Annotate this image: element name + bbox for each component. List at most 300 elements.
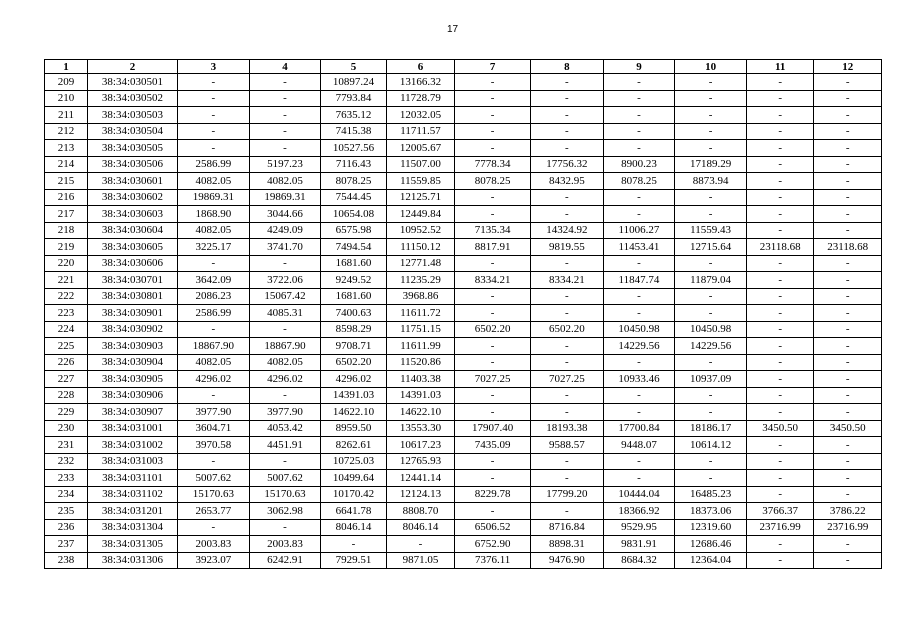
table-cell: 3450.50 [814,420,882,437]
table-cell: - [531,123,604,140]
table-cell: - [455,107,531,124]
table-cell: 218 [45,222,88,239]
table-cell: - [455,288,531,305]
table-cell: 17756.32 [531,156,604,173]
table-cell: - [746,321,814,338]
table-cell: - [814,371,882,388]
column-header: 12 [814,60,882,74]
table-cell: - [249,107,321,124]
table-cell: - [814,272,882,289]
table-cell: - [178,74,250,91]
table-cell: - [746,453,814,470]
table-cell: 11728.79 [386,90,455,107]
table-cell: 3044.66 [249,206,321,223]
table-cell: - [814,123,882,140]
table-cell: - [746,90,814,107]
table-cell: 230 [45,420,88,437]
table-row [45,222,882,239]
table-cell: 5007.62 [178,470,250,487]
table-cell: - [531,338,604,355]
table-cell: 10617.23 [386,437,455,454]
table-cell: 18366.92 [603,503,675,520]
table-cell: - [531,206,604,223]
table-cell: 7400.63 [321,305,386,322]
table-cell: - [455,140,531,157]
table-cell: 11711.57 [386,123,455,140]
table-cell: 8900.23 [603,156,675,173]
table-cell: - [531,140,604,157]
table-cell: 2653.77 [178,503,250,520]
table-cell: - [746,387,814,404]
table-cell: 4249.09 [249,222,321,239]
table-cell: 1681.60 [321,288,386,305]
table-cell: 3766.37 [746,503,814,520]
table-cell: 38:34:030606 [87,255,177,272]
table-cell: 229 [45,404,88,421]
table-cell: 7778.34 [455,156,531,173]
table-cell: - [746,272,814,289]
table-cell: 5007.62 [249,470,321,487]
table-cell: - [178,321,250,338]
table-cell: 17189.29 [675,156,747,173]
table-cell: - [814,387,882,404]
table-cell: - [814,453,882,470]
table-cell: 9529.95 [603,519,675,536]
table-cell: 4296.02 [321,371,386,388]
table-cell: 8817.91 [455,239,531,256]
table-cell: - [675,189,747,206]
table-cell: - [603,74,675,91]
table-cell: - [746,404,814,421]
table-cell: 11847.74 [603,272,675,289]
table-cell: - [746,173,814,190]
table-cell: - [675,470,747,487]
table-cell: - [455,74,531,91]
table-cell: - [814,338,882,355]
table-cell: 234 [45,486,88,503]
table-cell: - [814,156,882,173]
table-cell: - [603,206,675,223]
table-cell: 9831.91 [603,536,675,553]
table-cell: 12005.67 [386,140,455,157]
table-cell: - [531,354,604,371]
table-cell: - [814,140,882,157]
table-cell: 14391.03 [386,387,455,404]
table-cell: 7635.12 [321,107,386,124]
table-cell: - [814,486,882,503]
table-cell: 9249.52 [321,272,386,289]
table-cell: 8046.14 [321,519,386,536]
table-cell: - [178,107,250,124]
table-cell: 8873.94 [675,173,747,190]
table-cell: 16485.23 [675,486,747,503]
table-row [45,503,882,520]
table-cell: - [321,536,386,553]
table-cell: 12032.05 [386,107,455,124]
table-cell: 11453.41 [603,239,675,256]
table-cell: - [814,354,882,371]
table-cell: 6641.78 [321,503,386,520]
table-cell: 8432.95 [531,173,604,190]
table-cell: 10952.52 [386,222,455,239]
table-row [45,255,882,272]
table-cell: - [178,519,250,536]
table-cell: 9476.90 [531,552,604,569]
table-cell: - [814,288,882,305]
table-cell: 38:34:030603 [87,206,177,223]
table-cell: 38:34:031306 [87,552,177,569]
table-cell: 4082.05 [249,354,321,371]
table-cell: 10614.12 [675,437,747,454]
table-cell: 3977.90 [178,404,250,421]
table-cell: - [675,453,747,470]
table-cell: 11611.72 [386,305,455,322]
table-cell: 38:34:030506 [87,156,177,173]
table-cell: - [455,305,531,322]
table-cell: 10450.98 [603,321,675,338]
table-cell: - [746,255,814,272]
column-header: 9 [603,60,675,74]
table-cell: 10725.03 [321,453,386,470]
table-cell: 23118.68 [814,239,882,256]
table-cell: - [455,255,531,272]
table-cell: - [603,255,675,272]
table-cell: 23716.99 [746,519,814,536]
table-cell: 23118.68 [746,239,814,256]
table-cell: 8078.25 [321,173,386,190]
table-cell: 17799.20 [531,486,604,503]
table-cell: - [531,288,604,305]
table-row [45,420,882,437]
table-cell: 15170.63 [178,486,250,503]
table-cell: - [531,503,604,520]
table-cell: - [455,470,531,487]
table-cell: 3722.06 [249,272,321,289]
table-row [45,338,882,355]
table-cell: 7929.51 [321,552,386,569]
table-cell: - [814,206,882,223]
column-header: 4 [249,60,321,74]
table-cell: 38:34:030905 [87,371,177,388]
table-row [45,288,882,305]
table-cell: - [249,123,321,140]
table-cell: 38:34:030901 [87,305,177,322]
table-cell: 6502.20 [455,321,531,338]
table-cell: 9448.07 [603,437,675,454]
header-row [45,60,882,74]
table-cell: - [249,453,321,470]
table-cell: 7415.38 [321,123,386,140]
table-cell: 12124.13 [386,486,455,503]
table-cell: 38:34:030907 [87,404,177,421]
table-cell: 7027.25 [531,371,604,388]
table-row [45,486,882,503]
table-cell: 3450.50 [746,420,814,437]
table-cell: 8334.21 [531,272,604,289]
table-row [45,437,882,454]
table-cell: 7376.11 [455,552,531,569]
table-cell: 9871.05 [386,552,455,569]
table-cell: 7494.54 [321,239,386,256]
table-row [45,272,882,289]
table-cell: - [746,552,814,569]
table-cell: 38:34:031002 [87,437,177,454]
table-row [45,123,882,140]
table-cell: 3970.58 [178,437,250,454]
table-cell: 1681.60 [321,255,386,272]
table-cell: - [531,387,604,404]
table-cell: - [455,206,531,223]
table-row [45,156,882,173]
table-cell: - [455,338,531,355]
table-cell: - [675,107,747,124]
table-cell: 3604.71 [178,420,250,437]
table-row [45,321,882,338]
table-cell: 12771.48 [386,255,455,272]
table-cell: - [531,74,604,91]
table-cell: 5197.23 [249,156,321,173]
table-cell: 223 [45,305,88,322]
table-cell: - [746,140,814,157]
table-cell: - [249,387,321,404]
table-cell: - [455,354,531,371]
table-cell: 3225.17 [178,239,250,256]
table-cell: - [386,536,455,553]
table-cell: 232 [45,453,88,470]
table-cell: - [178,255,250,272]
table-cell: - [249,74,321,91]
table-cell: - [531,107,604,124]
table-cell: 38:34:030701 [87,272,177,289]
table-cell: - [603,189,675,206]
table-cell: - [814,404,882,421]
table-cell: 219 [45,239,88,256]
table-cell: 38:34:030503 [87,107,177,124]
column-header: 6 [386,60,455,74]
table-cell: 3923.07 [178,552,250,569]
table-cell: - [675,288,747,305]
table-row [45,140,882,157]
table-cell: 14391.03 [321,387,386,404]
table-row [45,453,882,470]
table-cell: 9819.55 [531,239,604,256]
table-body [45,74,882,569]
table-cell: 7435.09 [455,437,531,454]
table-cell: - [675,387,747,404]
table-cell: 17700.84 [603,420,675,437]
table-cell: 214 [45,156,88,173]
table-cell: - [746,338,814,355]
table-cell: 14622.10 [321,404,386,421]
table-cell: - [455,90,531,107]
table-cell: - [455,189,531,206]
table-row [45,74,882,91]
table-cell: 11611.99 [386,338,455,355]
table-cell: - [675,305,747,322]
table-cell: 38:34:031102 [87,486,177,503]
table-cell: - [746,354,814,371]
table-cell: 2003.83 [249,536,321,553]
table-cell: 18186.17 [675,420,747,437]
table-cell: - [746,305,814,322]
table-cell: - [603,123,675,140]
table-row [45,354,882,371]
table-cell: 3062.98 [249,503,321,520]
table-cell: 4085.31 [249,305,321,322]
table-cell: 10527.56 [321,140,386,157]
table-cell: 12319.60 [675,519,747,536]
table-cell: - [746,206,814,223]
column-header: 1 [45,60,88,74]
table-cell: 7027.25 [455,371,531,388]
table-cell: 38:34:030903 [87,338,177,355]
table-cell: 8078.25 [455,173,531,190]
table-cell: 10654.08 [321,206,386,223]
table-cell: 38:34:030605 [87,239,177,256]
table-cell: - [675,404,747,421]
table-cell: - [814,189,882,206]
table-row [45,371,882,388]
table-cell: 38:34:030604 [87,222,177,239]
table-cell: 7116.43 [321,156,386,173]
table-cell: 8684.32 [603,552,675,569]
table-cell: 38:34:030601 [87,173,177,190]
table-cell: - [249,321,321,338]
table-cell: 38:34:030902 [87,321,177,338]
table-cell: 19869.31 [178,189,250,206]
table-cell: - [814,552,882,569]
table-cell: - [814,107,882,124]
table-cell: 38:34:030602 [87,189,177,206]
table-cell: 4053.42 [249,420,321,437]
column-header: 2 [87,60,177,74]
table-cell: - [249,140,321,157]
table-cell: - [178,387,250,404]
table-cell: 11006.27 [603,222,675,239]
table-cell: 38:34:030504 [87,123,177,140]
table-cell: 13166.32 [386,74,455,91]
table-cell: 6242.91 [249,552,321,569]
table-cell: - [603,90,675,107]
table-cell: - [178,90,250,107]
table-cell: 11559.43 [675,222,747,239]
table-cell: 15067.42 [249,288,321,305]
table-cell: 6506.52 [455,519,531,536]
table-cell: 215 [45,173,88,190]
table-cell: 10450.98 [675,321,747,338]
table-cell: - [531,90,604,107]
table-cell: - [746,156,814,173]
table-cell: - [746,189,814,206]
table-cell: 233 [45,470,88,487]
table-cell: 12686.46 [675,536,747,553]
table-cell: - [675,90,747,107]
table-cell: 236 [45,519,88,536]
table-cell: 4082.05 [178,222,250,239]
table-row [45,519,882,536]
table-cell: - [814,470,882,487]
table-row [45,173,882,190]
table-cell: 220 [45,255,88,272]
table-cell: 4082.05 [249,173,321,190]
table-cell: - [814,90,882,107]
table-cell: 10937.09 [675,371,747,388]
table-cell: 8229.78 [455,486,531,503]
table-cell: - [675,354,747,371]
table-cell: 6502.20 [321,354,386,371]
table-cell: - [814,255,882,272]
table-cell: 7544.45 [321,189,386,206]
table-cell: 227 [45,371,88,388]
table-cell: 13553.30 [386,420,455,437]
table-cell: - [675,206,747,223]
table-cell: - [531,305,604,322]
table-cell: 211 [45,107,88,124]
table-cell: 10933.46 [603,371,675,388]
table-cell: 18373.06 [675,503,747,520]
table-cell: 12449.84 [386,206,455,223]
column-header: 11 [746,60,814,74]
table-cell: 14324.92 [531,222,604,239]
table-cell: - [746,222,814,239]
table-row [45,536,882,553]
table-cell: - [455,503,531,520]
table-cell: 7793.84 [321,90,386,107]
table-cell: - [178,140,250,157]
table-cell: - [249,90,321,107]
table-cell: 14622.10 [386,404,455,421]
table-cell: - [746,74,814,91]
table-cell: 10897.24 [321,74,386,91]
column-header: 7 [455,60,531,74]
table-cell: - [178,453,250,470]
table-cell: - [531,189,604,206]
table-cell: 11403.38 [386,371,455,388]
table-cell: 12441.14 [386,470,455,487]
table-cell: 7135.34 [455,222,531,239]
table-cell: - [746,123,814,140]
table-cell: - [603,387,675,404]
table-cell: 38:34:031001 [87,420,177,437]
table-cell: 2586.99 [178,156,250,173]
column-header: 3 [178,60,250,74]
table-cell: 8808.70 [386,503,455,520]
table-cell: - [455,387,531,404]
table-cell: - [814,74,882,91]
table-cell: - [603,470,675,487]
table-cell: 2003.83 [178,536,250,553]
table-cell: 224 [45,321,88,338]
table-row [45,90,882,107]
table-cell: 18193.38 [531,420,604,437]
table-cell: 2586.99 [178,305,250,322]
table-cell: 10499.64 [321,470,386,487]
table-cell: 231 [45,437,88,454]
table-cell: - [814,536,882,553]
table-row [45,189,882,206]
table-cell: - [531,470,604,487]
table-cell: 11150.12 [386,239,455,256]
table-cell: - [746,437,814,454]
table-row [45,107,882,124]
table-cell: - [814,173,882,190]
table-cell: 38:34:031305 [87,536,177,553]
table-cell: 209 [45,74,88,91]
table-cell: - [814,222,882,239]
table-cell: 15170.63 [249,486,321,503]
table-cell: 3741.70 [249,239,321,256]
table-cell: 237 [45,536,88,553]
